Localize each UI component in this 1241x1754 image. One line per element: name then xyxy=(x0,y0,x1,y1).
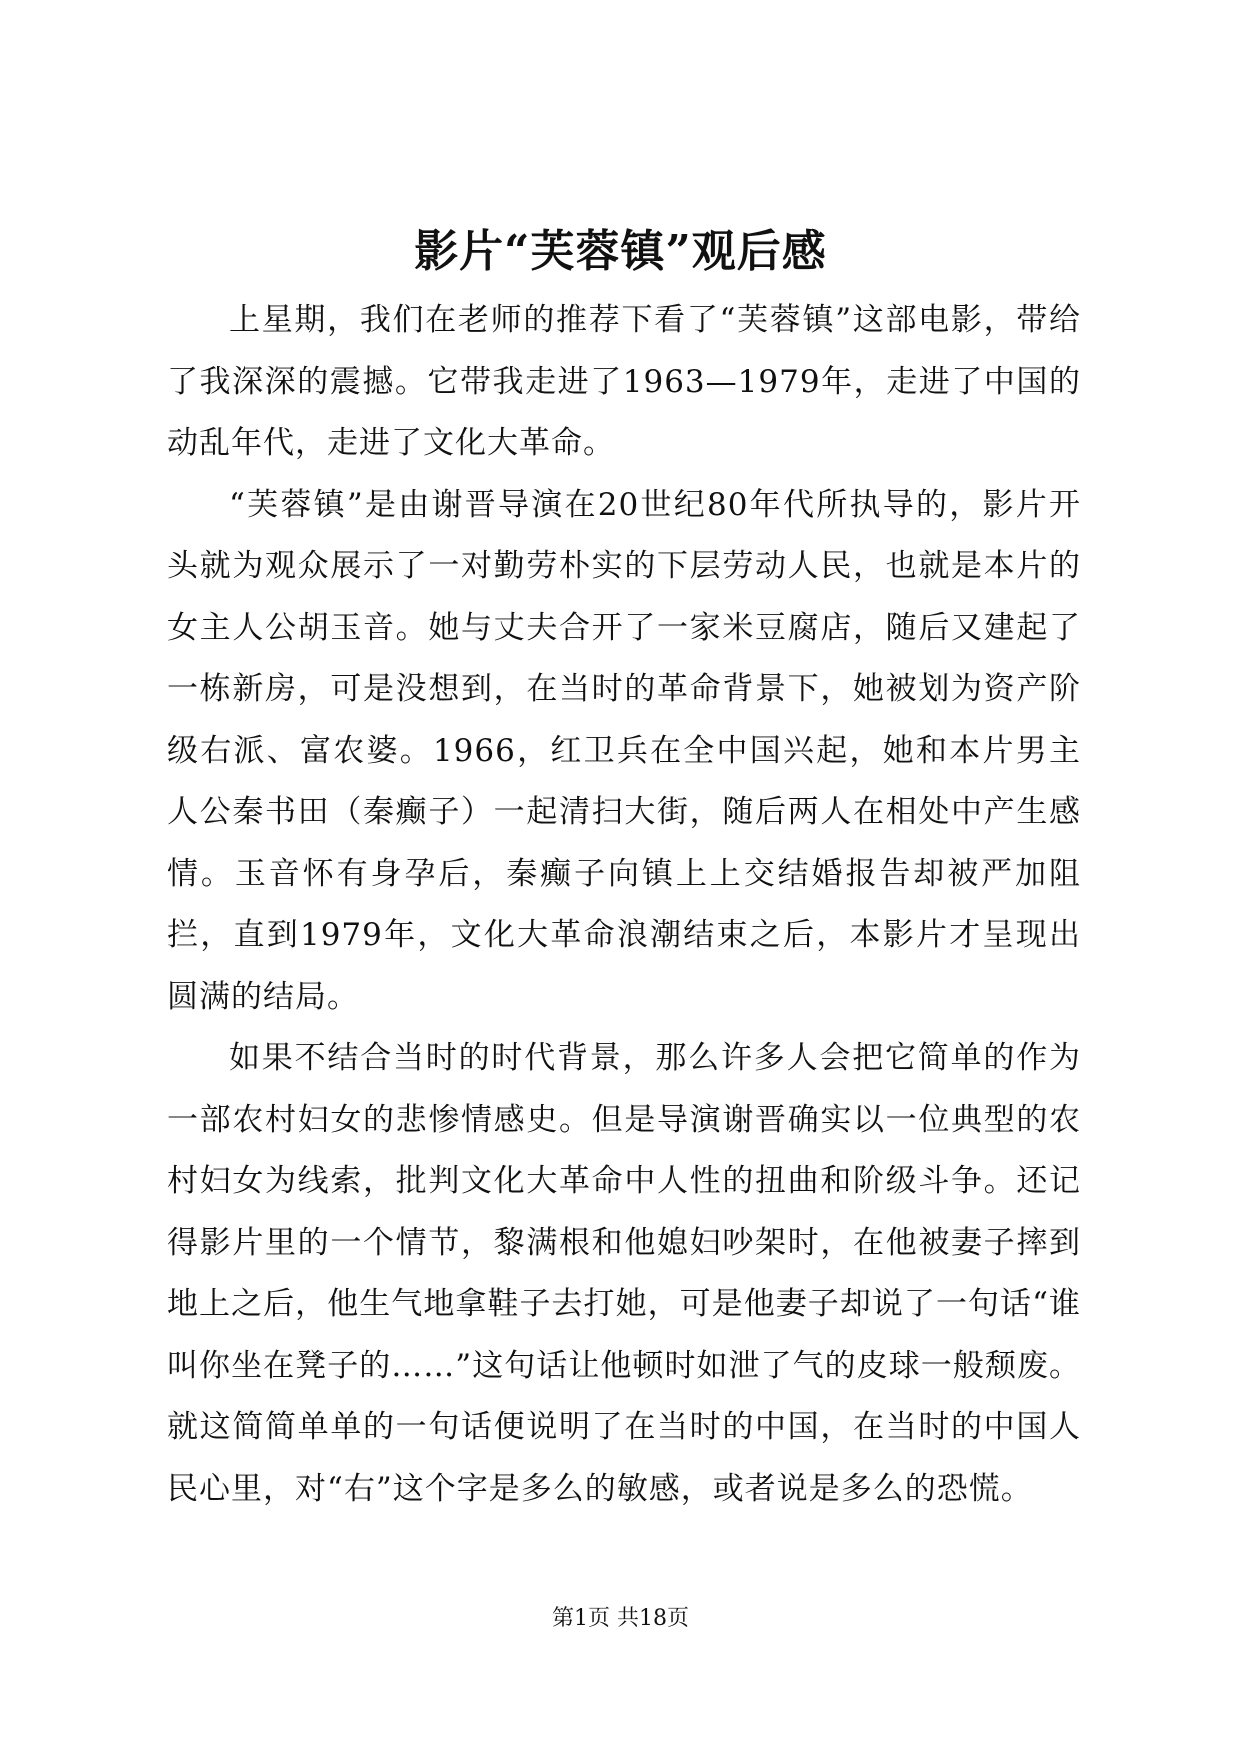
paragraph-2: “芙蓉镇”是由谢晋导演在20世纪80年代所执导的，影片开头就为观众展示了一对勤劳朴实的下层劳动人民，也就是本片的女主人公胡玉音。她与丈夫合开了一家米豆腐店，随后又建起了一栋新房，可是没想到，在当时的革命背景下，她被划为资产阶级右派、富农婆。1966，红卫兵在全中国兴起，她和本片男主人公秦书田（秦癫子）一起清扫大街，随后两人在相处中产生感情。玉音怀有身孕后，秦癫子向镇上上交结婚报告却被严加阻拦，直到1979年，文化大革命浪潮结束之后，本影片才呈现出圆满的结局。 xyxy=(167,486,1081,1015)
document-title: 影片“芙蓉镇”观后感 xyxy=(414,226,827,277)
paragraph-1: 上星期，我们在老师的推荐下看了“芙蓉镇”这部电影，带给了我深深的震撼。它带我走进了1963—1979年，走进了中国的动乱年代，走进了文化大革命。 xyxy=(167,302,1081,461)
page-number-footer: 第1页 共18页 xyxy=(552,1606,689,1631)
document-body xyxy=(167,290,1081,1520)
paragraph-3: 如果不结合当时的时代背景，那么许多人会把它简单的作为一部农村妇女的悲惨情感史。但是导演谢晋确实以一位典型的农村妇女为线索，批判文化大革命中人性的扭曲和阶级斗争。还记得影片里的一个情节，黎满根和他媳妇吵架时，在他被妻子摔到地上之后，他生气地拿鞋子去打她，可是他妻子却说了一句话“谁叫你坐在凳子的……”这句话让他顿时如泄了气的皮球一般颓废。就这简简单单的一句话便说明了在当时的中国，在当时的中国人民心里，对“右”这个字是多么的敏感，或者说是多么的恐慌。 xyxy=(167,1040,1081,1507)
